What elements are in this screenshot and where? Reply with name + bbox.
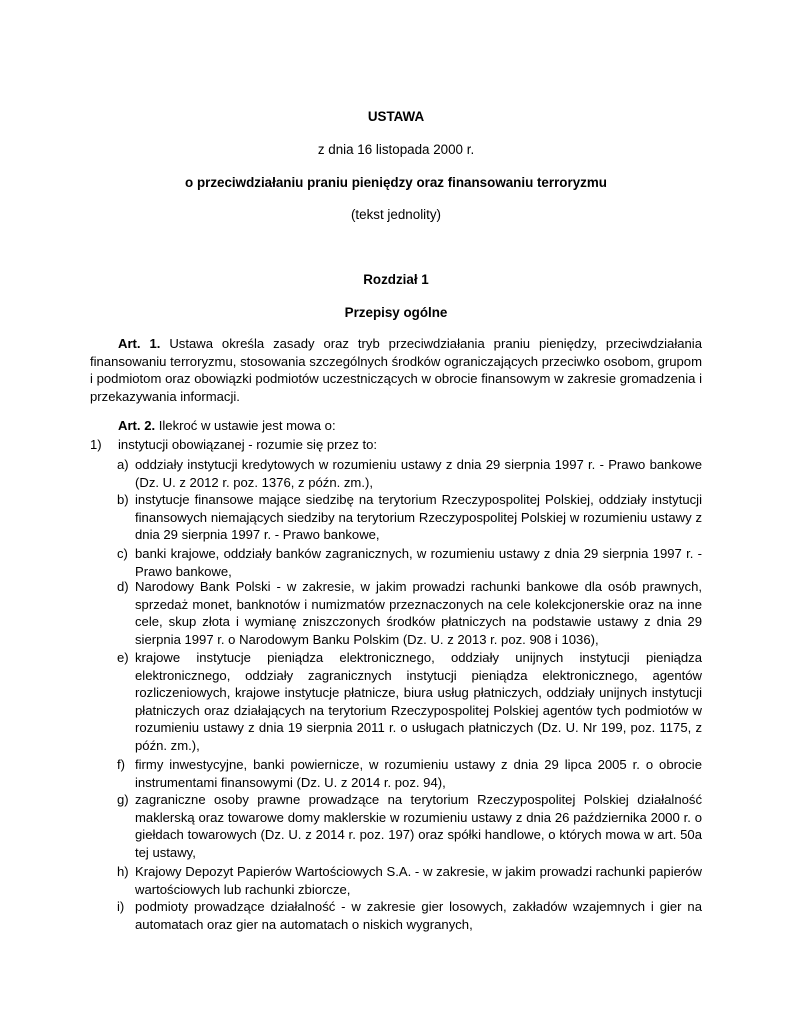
act-subject: o przeciwdziałaniu praniu pieniędzy oraz finansowaniu terroryzmu: [185, 175, 607, 190]
list-item-a: [117, 456, 702, 491]
list-item-e: [117, 649, 702, 755]
chapter-name: Przepisy ogólne: [344, 305, 448, 320]
act-note: (tekst jednolity): [350, 207, 442, 222]
act-title: USTAWA: [367, 109, 425, 124]
list-item-text: zagraniczne osoby prawne prowadzące na terytorium Rzeczypospolitej Polskiej działalność maklerską oraz towarowe domy maklerskie w rozumieniu ustawy z dnia 26 października 2000 r. o giełdach towarowych (Dz. U. z 2014 r. poz. 197) oraz spółki handlowe, o których mowa w art. 50a tej ustawy,: [135, 792, 702, 860]
list-item-text: Narodowy Bank Polski - w zakresie, w jakim prowadzi rachunki bankowe dla osób prawnych, sprzedaż monet, banknotów i numizmatów przeznaczonych na cele kolekcjonerskie oraz na inne cele, skup złota i wymianę zniszczonych środków płatniczych na podstawie ustawy z dnia 29 sierpnia 1997 r. o Narodowym Banku Polskim (Dz. U. z 2013 r. poz. 908 i 1036),: [135, 579, 702, 647]
list-item-label: c): [117, 546, 128, 561]
point-text: instytucji obowiązanej - rozumie się przez to:: [118, 437, 378, 452]
article-2-intro-text: Ilekroć w ustawie jest mowa o:: [155, 418, 336, 433]
article-2-label: Art. 2.: [118, 418, 156, 433]
list-item-h: [117, 863, 702, 898]
list-item-label: i): [117, 899, 125, 914]
list-item-label: e): [117, 650, 129, 665]
list-item-text: Krajowy Depozyt Papierów Wartościowych S.A. - w zakresie, w jakim prowadzi rachunki papierów wartościowych lub rachunki zbiorcze,: [135, 864, 702, 897]
act-date: z dnia 16 listopada 2000 r.: [317, 142, 475, 157]
list-item-text: krajowe instytucje pieniądza elektronicznego, oddziały unijnych instytucji pieniądza elektronicznego, oddziały zagranicznych instytucji pieniądza elektronicznego, agentów rozliczeniowych, krajowe instytucje płatnicze, biura usług płatniczych, oddziały unijnych instytucji płatniczych oraz działających na terytorium Rzeczypospolitej Polskiej agentów tych podmiotów w rozumieniu ustawy z dnia 19 sierpnia 2011 r. o usługach płatniczych (Dz. U. Nr 199, poz. 1175, z późn. zm.),: [135, 650, 702, 753]
list-item-text: podmioty prowadzące działalność - w zakresie gier losowych, zakładów wzajemnych i gier na automatach oraz gier na automatach o niskich wygranych,: [135, 899, 702, 932]
list-item-text: firmy inwestycyjne, banki powiernicze, w rozumieniu ustawy z dnia 29 lipca 2005 r. o obrocie instrumentami finansowymi (Dz. U. z 2014 r. poz. 94),: [135, 757, 702, 790]
list-item-i: [117, 898, 702, 933]
article-1: [90, 335, 702, 405]
list-item-label: a): [117, 457, 129, 472]
point-number: 1): [90, 437, 102, 452]
list-item-label: g): [117, 792, 129, 807]
list-item-text: instytucje finansowe mające siedzibę na terytorium Rzeczypospolitej Polskiej, oddziały instytucji finansowych niemających siedziby na terytorium Rzeczypospolitej Polskiej w rozumieniu ustawy z dnia 29 sierpnia 1997 r. - Prawo bankowe,: [135, 492, 702, 543]
list-item-f: [117, 756, 702, 791]
chapter-number: Rozdział 1: [363, 272, 429, 287]
list-item-c: [117, 545, 702, 580]
list-item-label: h): [117, 864, 129, 879]
list-item-text: oddziały instytucji kredytowych w rozumieniu ustawy z dnia 29 sierpnia 1997 r. - Prawo bankowe (Dz. U. z 2012 r. poz. 1376, z późn. zm.),: [135, 457, 702, 490]
article-1-text: Ustawa określa zasady oraz tryb przeciwdziałania praniu pieniędzy, przeciwdziałania finansowaniu terroryzmu, stosowania szczególnych środków ograniczających przeciwko osobom, grupom i podmiotom oraz obowiązki podmiotów uczestniczących w obrocie finansowym w zakresie gromadzenia i przekazywania informacji.: [90, 336, 702, 404]
article-1-label: Art. 1.: [118, 336, 161, 351]
article-2-intro: [90, 417, 702, 435]
list-item-d: [117, 578, 702, 648]
list-item-label: b): [117, 492, 129, 507]
list-item-text: banki krajowe, oddziały banków zagranicznych, w rozumieniu ustawy z dnia 29 sierpnia 1997 r. - Prawo bankowe,: [135, 546, 702, 579]
list-item-g: [117, 791, 702, 861]
list-item-label: d): [117, 579, 129, 594]
list-item-b: [117, 491, 702, 544]
list-item-label: f): [117, 757, 125, 772]
